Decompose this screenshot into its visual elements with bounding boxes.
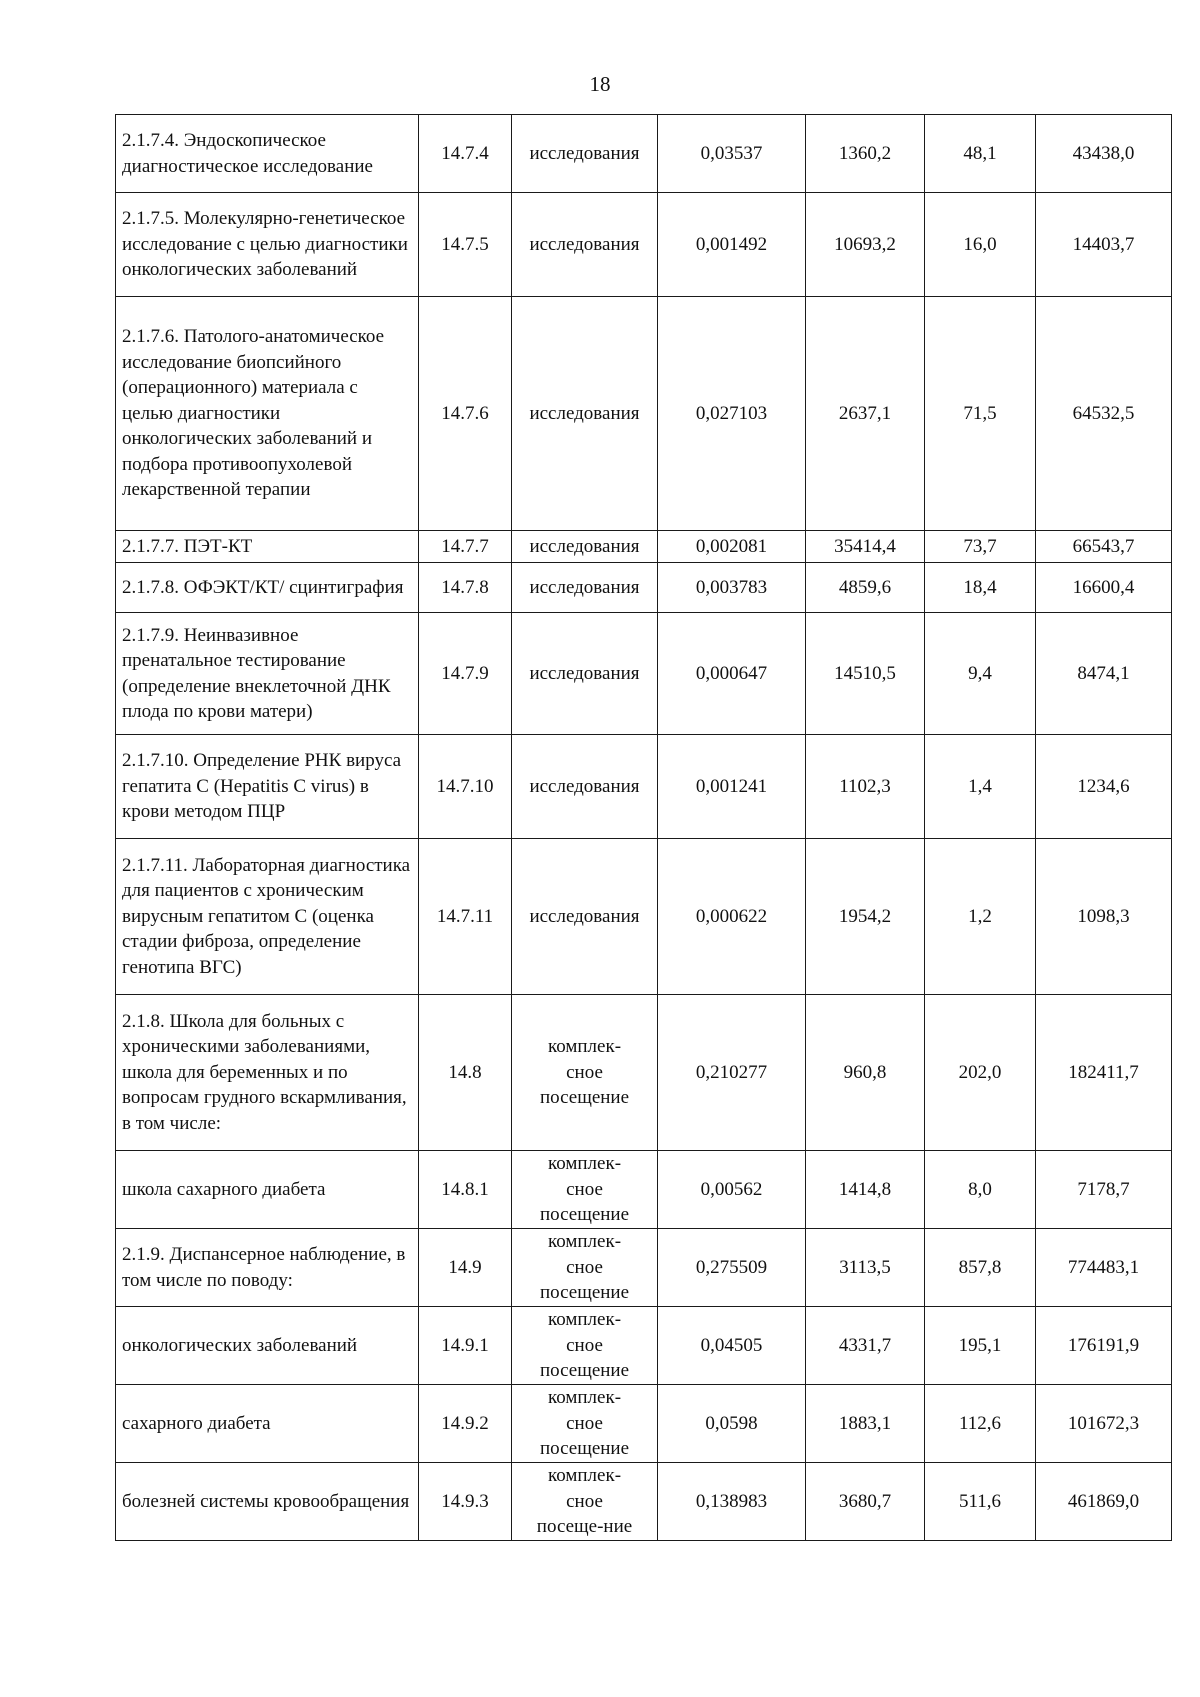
row-name-cell: болезней системы кровообращения: [116, 1463, 419, 1541]
unit-line: сное: [566, 1334, 603, 1356]
row-unit-cell: [512, 531, 658, 563]
row-per-capita-cell: 1,4: [925, 735, 1036, 839]
table-row: [116, 115, 1172, 193]
unit-line: сное: [566, 1490, 603, 1512]
row-unit-cell: [512, 1229, 658, 1307]
row-name-cell: 2.1.7.10. Определение РНК вируса гепатита С (Hepatitis C virus) в крови методом ПЦР: [116, 735, 419, 839]
row-cost-cell: 3113,5: [806, 1229, 925, 1307]
table-row: [116, 995, 1172, 1151]
row-rate-cell: 0,003783: [658, 563, 806, 613]
row-unit-cell: [512, 563, 658, 613]
row-name-cell: сахарного диабета: [116, 1385, 419, 1463]
row-per-capita-cell: 16,0: [925, 193, 1036, 297]
row-code-cell: 14.9.1: [419, 1307, 512, 1385]
row-total-cell: 8474,1: [1036, 613, 1172, 735]
row-unit-cell: [512, 193, 658, 297]
row-per-capita-cell: 8,0: [925, 1151, 1036, 1229]
row-name-cell: 2.1.9. Диспансерное наблюдение, в том числе по поводу:: [116, 1229, 419, 1307]
row-per-capita-cell: 112,6: [925, 1385, 1036, 1463]
row-name-cell: 2.1.7.9. Неинвазивное пренатальное тестирование (определение внеклеточной ДНК плода по крови матери): [116, 613, 419, 735]
table-row: [116, 1385, 1172, 1463]
table-body: [116, 115, 1172, 1541]
unit-line: посещение: [539, 1087, 630, 1109]
row-rate-cell: 0,03537: [658, 115, 806, 193]
table-row: [116, 1307, 1172, 1385]
row-per-capita-cell: 9,4: [925, 613, 1036, 735]
row-rate-cell: 0,04505: [658, 1307, 806, 1385]
row-total-cell: 182411,7: [1036, 995, 1172, 1151]
row-per-capita-cell: 195,1: [925, 1307, 1036, 1385]
row-unit-cell: [512, 1307, 658, 1385]
unit-line: сное: [566, 1256, 603, 1278]
unit-line: комплек-: [547, 1231, 622, 1253]
row-cost-cell: 1954,2: [806, 839, 925, 995]
row-cost-cell: 1102,3: [806, 735, 925, 839]
unit-line: исследования: [529, 662, 640, 684]
row-rate-cell: 0,000622: [658, 839, 806, 995]
table-row: [116, 193, 1172, 297]
row-cost-cell: 14510,5: [806, 613, 925, 735]
row-cost-cell: 3680,7: [806, 1463, 925, 1541]
row-code-cell: 14.9.3: [419, 1463, 512, 1541]
row-unit-cell: [512, 735, 658, 839]
table-row: [116, 839, 1172, 995]
table-row: [116, 613, 1172, 735]
table-row: [116, 531, 1172, 563]
row-cost-cell: 10693,2: [806, 193, 925, 297]
row-rate-cell: 0,001492: [658, 193, 806, 297]
row-total-cell: 16600,4: [1036, 563, 1172, 613]
row-code-cell: 14.7.10: [419, 735, 512, 839]
row-code-cell: 14.7.4: [419, 115, 512, 193]
row-cost-cell: 1360,2: [806, 115, 925, 193]
row-rate-cell: 0,000647: [658, 613, 806, 735]
row-total-cell: 1098,3: [1036, 839, 1172, 995]
row-code-cell: 14.7.6: [419, 297, 512, 531]
page-number: 18: [589, 72, 611, 96]
row-per-capita-cell: 73,7: [925, 531, 1036, 563]
unit-line: комплек-: [547, 1153, 622, 1175]
unit-line: посещение: [539, 1438, 630, 1460]
row-total-cell: 43438,0: [1036, 115, 1172, 193]
row-unit-cell: [512, 1385, 658, 1463]
row-code-cell: 14.7.11: [419, 839, 512, 995]
row-code-cell: 14.8.1: [419, 1151, 512, 1229]
unit-line: сное: [566, 1412, 603, 1434]
row-code-cell: 14.7.5: [419, 193, 512, 297]
row-name-cell: 2.1.7.8. ОФЭКТ/КТ/ сцинтиграфия: [116, 563, 419, 613]
unit-line: комплек-: [547, 1036, 622, 1058]
table-row: [116, 1151, 1172, 1229]
row-code-cell: 14.7.8: [419, 563, 512, 613]
unit-line: комплек-: [547, 1387, 622, 1409]
table-row: [116, 1463, 1172, 1541]
row-rate-cell: 0,0598: [658, 1385, 806, 1463]
row-name-cell: 2.1.7.7. ПЭТ-КТ: [116, 531, 419, 563]
row-total-cell: 101672,3: [1036, 1385, 1172, 1463]
row-code-cell: 14.9: [419, 1229, 512, 1307]
row-rate-cell: 0,00562: [658, 1151, 806, 1229]
unit-line: исследования: [529, 402, 640, 424]
row-total-cell: 176191,9: [1036, 1307, 1172, 1385]
unit-line: посеще-ние: [536, 1516, 633, 1538]
row-per-capita-cell: 71,5: [925, 297, 1036, 531]
unit-line: комплек-: [547, 1465, 622, 1487]
row-unit-cell: [512, 115, 658, 193]
row-code-cell: 14.7.9: [419, 613, 512, 735]
row-name-cell: онкологических заболеваний: [116, 1307, 419, 1385]
row-unit-cell: [512, 297, 658, 531]
row-name-cell: 2.1.7.5. Молекулярно-генетическое исследование с целью диагностики онкологических заболеваний: [116, 193, 419, 297]
unit-line: исследования: [529, 905, 640, 927]
row-rate-cell: 0,002081: [658, 531, 806, 563]
row-cost-cell: 2637,1: [806, 297, 925, 531]
row-unit-cell: [512, 1151, 658, 1229]
unit-line: исследования: [529, 233, 640, 255]
row-code-cell: 14.8: [419, 995, 512, 1151]
row-cost-cell: 1883,1: [806, 1385, 925, 1463]
row-total-cell: 14403,7: [1036, 193, 1172, 297]
unit-line: посещение: [539, 1204, 630, 1226]
row-per-capita-cell: 202,0: [925, 995, 1036, 1151]
unit-line: посещение: [539, 1360, 630, 1382]
row-total-cell: 461869,0: [1036, 1463, 1172, 1541]
row-name-cell: 2.1.7.11. Лабораторная диагностика для пациентов с хроническим вирусным гепатитом С (оценка стадии фиброза, определение генотипа ВГС): [116, 839, 419, 995]
row-name-cell: 2.1.7.4. Эндоскопическое диагностическое исследование: [116, 115, 419, 193]
row-rate-cell: 0,027103: [658, 297, 806, 531]
row-unit-cell: [512, 839, 658, 995]
table-row: [116, 297, 1172, 531]
table-row: [116, 735, 1172, 839]
row-total-cell: 64532,5: [1036, 297, 1172, 531]
row-cost-cell: 1414,8: [806, 1151, 925, 1229]
row-per-capita-cell: 511,6: [925, 1463, 1036, 1541]
unit-line: исследования: [529, 535, 640, 557]
unit-line: сное: [566, 1178, 603, 1200]
unit-line: исследования: [529, 576, 640, 598]
row-rate-cell: 0,138983: [658, 1463, 806, 1541]
row-code-cell: 14.9.2: [419, 1385, 512, 1463]
row-unit-cell: [512, 1463, 658, 1541]
row-per-capita-cell: 1,2: [925, 839, 1036, 995]
row-cost-cell: 960,8: [806, 995, 925, 1151]
row-cost-cell: 4859,6: [806, 563, 925, 613]
services-table: [115, 114, 1172, 1541]
row-cost-cell: 4331,7: [806, 1307, 925, 1385]
row-unit-cell: [512, 995, 658, 1151]
row-name-cell: 2.1.8. Школа для больных с хроническими заболеваниями, школа для беременных и по вопросам грудного вскармливания, в том числе:: [116, 995, 419, 1151]
unit-line: сное: [566, 1061, 603, 1083]
unit-line: комплек-: [547, 1309, 622, 1331]
row-total-cell: 1234,6: [1036, 735, 1172, 839]
unit-line: исследования: [529, 142, 640, 164]
unit-line: исследования: [529, 775, 640, 797]
table-row: [116, 1229, 1172, 1307]
row-per-capita-cell: 48,1: [925, 115, 1036, 193]
unit-line: посещение: [539, 1282, 630, 1304]
row-total-cell: 774483,1: [1036, 1229, 1172, 1307]
row-total-cell: 66543,7: [1036, 531, 1172, 563]
row-rate-cell: 0,275509: [658, 1229, 806, 1307]
row-per-capita-cell: 18,4: [925, 563, 1036, 613]
row-rate-cell: 0,001241: [658, 735, 806, 839]
row-total-cell: 7178,7: [1036, 1151, 1172, 1229]
row-code-cell: 14.7.7: [419, 531, 512, 563]
row-per-capita-cell: 857,8: [925, 1229, 1036, 1307]
table-row: [116, 563, 1172, 613]
row-name-cell: 2.1.7.6. Патолого-анатомическое исследование биопсийного (операционного) материала с целью диагностики онкологических заболеваний и подбора противоопухолевой лекарственной терапии: [116, 297, 419, 531]
row-cost-cell: 35414,4: [806, 531, 925, 563]
row-unit-cell: [512, 613, 658, 735]
row-name-cell: школа сахарного диабета: [116, 1151, 419, 1229]
row-rate-cell: 0,210277: [658, 995, 806, 1151]
